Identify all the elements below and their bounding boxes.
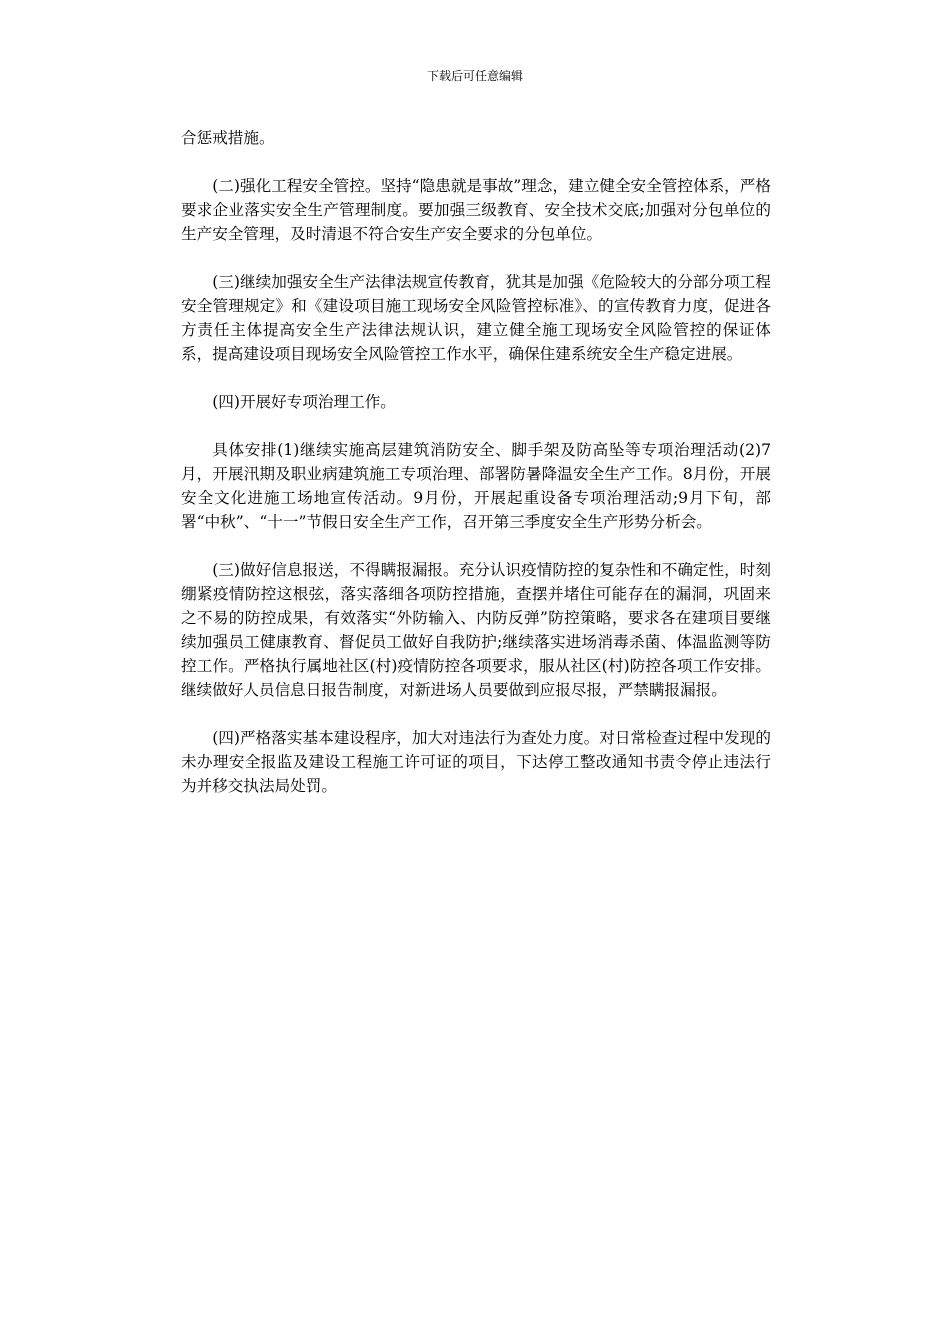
paragraph-special-governance: (四)开展好专项治理工作。: [212, 393, 396, 411]
paragraph-law-education: (三)继续加强安全生产法律法规宣传教育，犹其是加强《危险较大的分部分项工程安全管理规定》和《建设项目施工现场安全风险管控标准》、的宣传教育力度，促进各方责任主体提高安全生产法律法规认识，建立健全施工现场安全风险管控的保证体系，提高建设项目现场安全风险管控工作水平，确保住建系统安全生产稳定进展。: [181, 273, 771, 363]
page-header: 下载后可任意编辑: [426, 69, 523, 83]
paragraph-schedule: 具体安排(1)继续实施高层建筑消防安全、脚手架及防高坠等专项治理活动(2)7月，开展汛期及职业病建筑施工专项治理、部署防暑降温安全生产工作。8月份，开展安全文化进施工场地宣传活动。9月份，开展起重设备专项治理活动;9月下旬，部署“中秋”、“十一”节假日安全生产工作，召开第三季度安全生产形势分析会。: [181, 441, 771, 531]
paragraph-engineering-safety: (二)强化工程安全管控。坚持“隐患就是事故”理念，建立健全安全管控体系，严格要求企业落实安全生产管理制度。要加强三级教育、安全技术交底;加强对分包单位的生产安全管理，及时清退不符合安生产安全要求的分包单位。: [181, 177, 771, 243]
paragraph-info-reporting: (三)做好信息报送，不得瞒报漏报。充分认识疫情防控的复杂性和不确定性，时刻绷紧疫情防控这根弦，落实落细各项防控措施，查摆并堵住可能存在的漏洞，巩固来之不易的防控成果，有效落实“外防输入、内防反弹”防控策略，要求各在建项目要继续加强员工健康教育、督促员工做好自我防护;继续落实进场消毒杀菌、体温监测等防控工作。严格执行属地社区(村)疫情防控各项要求，服从社区(村)防控各项工作安排。继续做好人员信息日报告制度，对新进场人员要做到应报尽报，严禁瞒报漏报。: [181, 561, 771, 699]
paragraph-construction-procedure: (四)严格落实基本建设程序，加大对违法行为查处力度。对日常检查过程中发现的未办理安全报监及建设工程施工许可证的项目，下达停工整改通知书责令停止违法行为并移交执法局处罚。: [181, 729, 771, 795]
paragraph-continuation: 合惩戒措施。: [181, 129, 275, 147]
document-body: [181, 126, 771, 822]
